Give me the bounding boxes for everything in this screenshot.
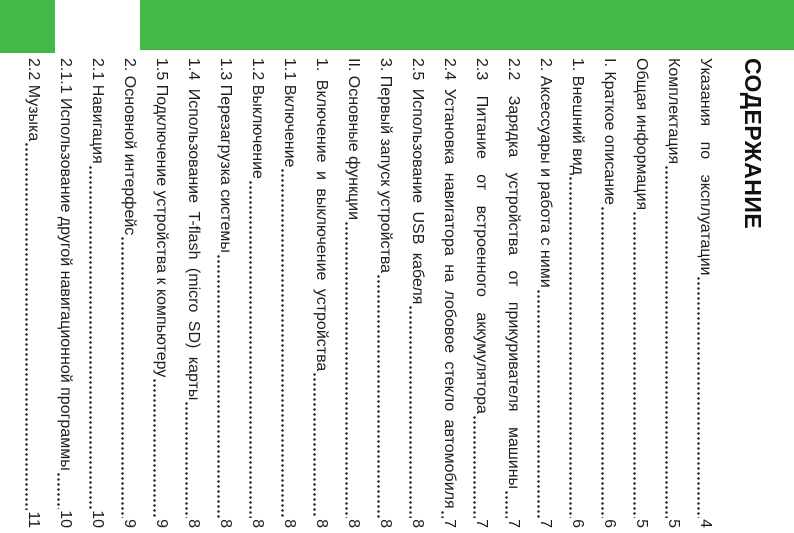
toc-entry-text: Комплектация bbox=[665, 58, 682, 165]
toc-entry-text: 2.4 Установка навигатора на лобовое стекло автомобиля bbox=[441, 58, 458, 509]
toc-page-number: 4 bbox=[697, 519, 714, 528]
toc-entry bbox=[625, 58, 657, 528]
table-of-contents bbox=[17, 58, 768, 528]
toc-page-number: 10 bbox=[57, 510, 74, 528]
toc-entry-text: 1.1 Включение bbox=[281, 58, 298, 168]
toc-page-number: 8 bbox=[345, 519, 362, 528]
toc-leader-dots bbox=[17, 142, 49, 510]
toc-entry-text: Общая информация bbox=[633, 58, 650, 211]
toc-page-number: 8 bbox=[377, 519, 394, 528]
toc-leader-dots bbox=[689, 276, 721, 518]
toc-page-number: 7 bbox=[473, 519, 490, 528]
toc-page-number: 8 bbox=[217, 519, 234, 528]
toc-leader-dots bbox=[497, 490, 529, 518]
decorative-green-corner-square bbox=[0, 0, 55, 53]
toc-entry-text: 2. Основной интерфейс bbox=[121, 58, 138, 236]
toc-entry-text: I. Краткое описание bbox=[601, 58, 618, 205]
toc-leader-dots bbox=[273, 168, 305, 518]
toc-entry bbox=[529, 58, 561, 528]
toc-entry bbox=[49, 58, 81, 528]
toc-entry-text: 2.1.1 Использование другой навигационной программы bbox=[57, 58, 74, 471]
toc-leader-dots bbox=[433, 510, 465, 518]
toc-page-number: 5 bbox=[665, 519, 682, 528]
toc-leader-dots bbox=[369, 274, 401, 518]
toc-entry-text: 2.2 Зарядка устройства от прикуривателя машины bbox=[505, 58, 522, 490]
toc-entry-text: 1.4 Использование T-flash (micro SD) карты bbox=[185, 58, 202, 401]
toc-entry bbox=[593, 58, 625, 528]
toc-entry bbox=[177, 58, 209, 528]
toc-entry bbox=[497, 58, 529, 528]
toc-leader-dots bbox=[81, 165, 113, 509]
toc-entry-text: 2.3 Питание от встроенного аккумулятора bbox=[473, 58, 490, 414]
toc-leader-dots bbox=[209, 254, 241, 518]
toc-entry bbox=[145, 58, 177, 528]
decorative-green-bar bbox=[140, 0, 794, 50]
toc-entry-text: 3. Первый запуск устройства bbox=[377, 58, 394, 274]
toc-leader-dots bbox=[177, 401, 209, 518]
toc-entry bbox=[401, 58, 433, 528]
toc-entry-text: 2. Аксессуары и работа с ними bbox=[537, 58, 554, 288]
toc-page-number: 10 bbox=[89, 510, 106, 528]
toc-leader-dots bbox=[561, 176, 593, 518]
toc-entry-text: 1.2 Выключение bbox=[249, 58, 266, 179]
toc-leader-dots bbox=[145, 378, 177, 518]
toc-entry-text: 1. Внешний вид bbox=[569, 58, 586, 175]
toc-leader-dots bbox=[113, 236, 145, 518]
toc-leader-dots bbox=[49, 472, 81, 509]
toc-page-number: 7 bbox=[537, 519, 554, 528]
toc-page-number: 6 bbox=[601, 519, 618, 528]
toc-entry bbox=[81, 58, 113, 528]
toc-page-number: 7 bbox=[441, 519, 458, 528]
toc-entry-text: 1. Включение и выключение устройства bbox=[313, 58, 330, 372]
toc-entry bbox=[465, 58, 497, 528]
toc-entry bbox=[273, 58, 305, 528]
toc-page-number: 8 bbox=[313, 519, 330, 528]
toc-leader-dots bbox=[657, 165, 689, 518]
toc-entry bbox=[689, 58, 721, 528]
toc-page-number: 5 bbox=[633, 519, 650, 528]
toc-entry bbox=[369, 58, 401, 528]
toc-entry-text: 1.3 Перезагрузка системы bbox=[217, 58, 234, 253]
toc-page-number: 7 bbox=[505, 519, 522, 528]
toc-leader-dots bbox=[337, 221, 369, 518]
toc-page-number: 8 bbox=[185, 519, 202, 528]
toc-entry bbox=[113, 58, 145, 528]
toc-leader-dots bbox=[401, 305, 433, 518]
toc-entry bbox=[657, 58, 689, 528]
toc-entry bbox=[209, 58, 241, 528]
toc-list bbox=[17, 58, 721, 528]
toc-leader-dots bbox=[241, 180, 273, 518]
toc-entry-text: 2.5 Использование USB кабеля bbox=[409, 58, 426, 305]
toc-entry-text: 1.5 Подключение устройства к компьютеру bbox=[153, 58, 170, 378]
toc-page-number: 9 bbox=[121, 519, 138, 528]
toc-page-number: 9 bbox=[153, 519, 170, 528]
toc-page-number: 8 bbox=[409, 519, 426, 528]
toc-leader-dots bbox=[593, 206, 625, 518]
toc-page-number: 11 bbox=[25, 511, 42, 528]
toc-entry bbox=[337, 58, 369, 528]
toc-page-number: 8 bbox=[281, 519, 298, 528]
page-title: СОДЕРЖАНИЕ bbox=[740, 58, 766, 230]
toc-leader-dots bbox=[625, 211, 657, 518]
toc-entry-text: 2.1 Навигация bbox=[89, 58, 106, 164]
toc-entry-text: II. Основные функции bbox=[345, 58, 362, 220]
toc-page-number: 8 bbox=[249, 519, 266, 528]
toc-entry bbox=[17, 58, 49, 528]
toc-entry-text: Указания по эксплуатации bbox=[697, 58, 714, 276]
toc-leader-dots bbox=[465, 415, 497, 518]
toc-leader-dots bbox=[305, 372, 337, 518]
toc-entry bbox=[241, 58, 273, 528]
toc-leader-dots bbox=[529, 289, 561, 518]
toc-entry bbox=[561, 58, 593, 528]
toc-page-number: 6 bbox=[569, 519, 586, 528]
toc-entry bbox=[433, 58, 465, 528]
toc-entry-text: 2.2 Музыка bbox=[25, 58, 42, 142]
toc-entry bbox=[305, 58, 337, 528]
